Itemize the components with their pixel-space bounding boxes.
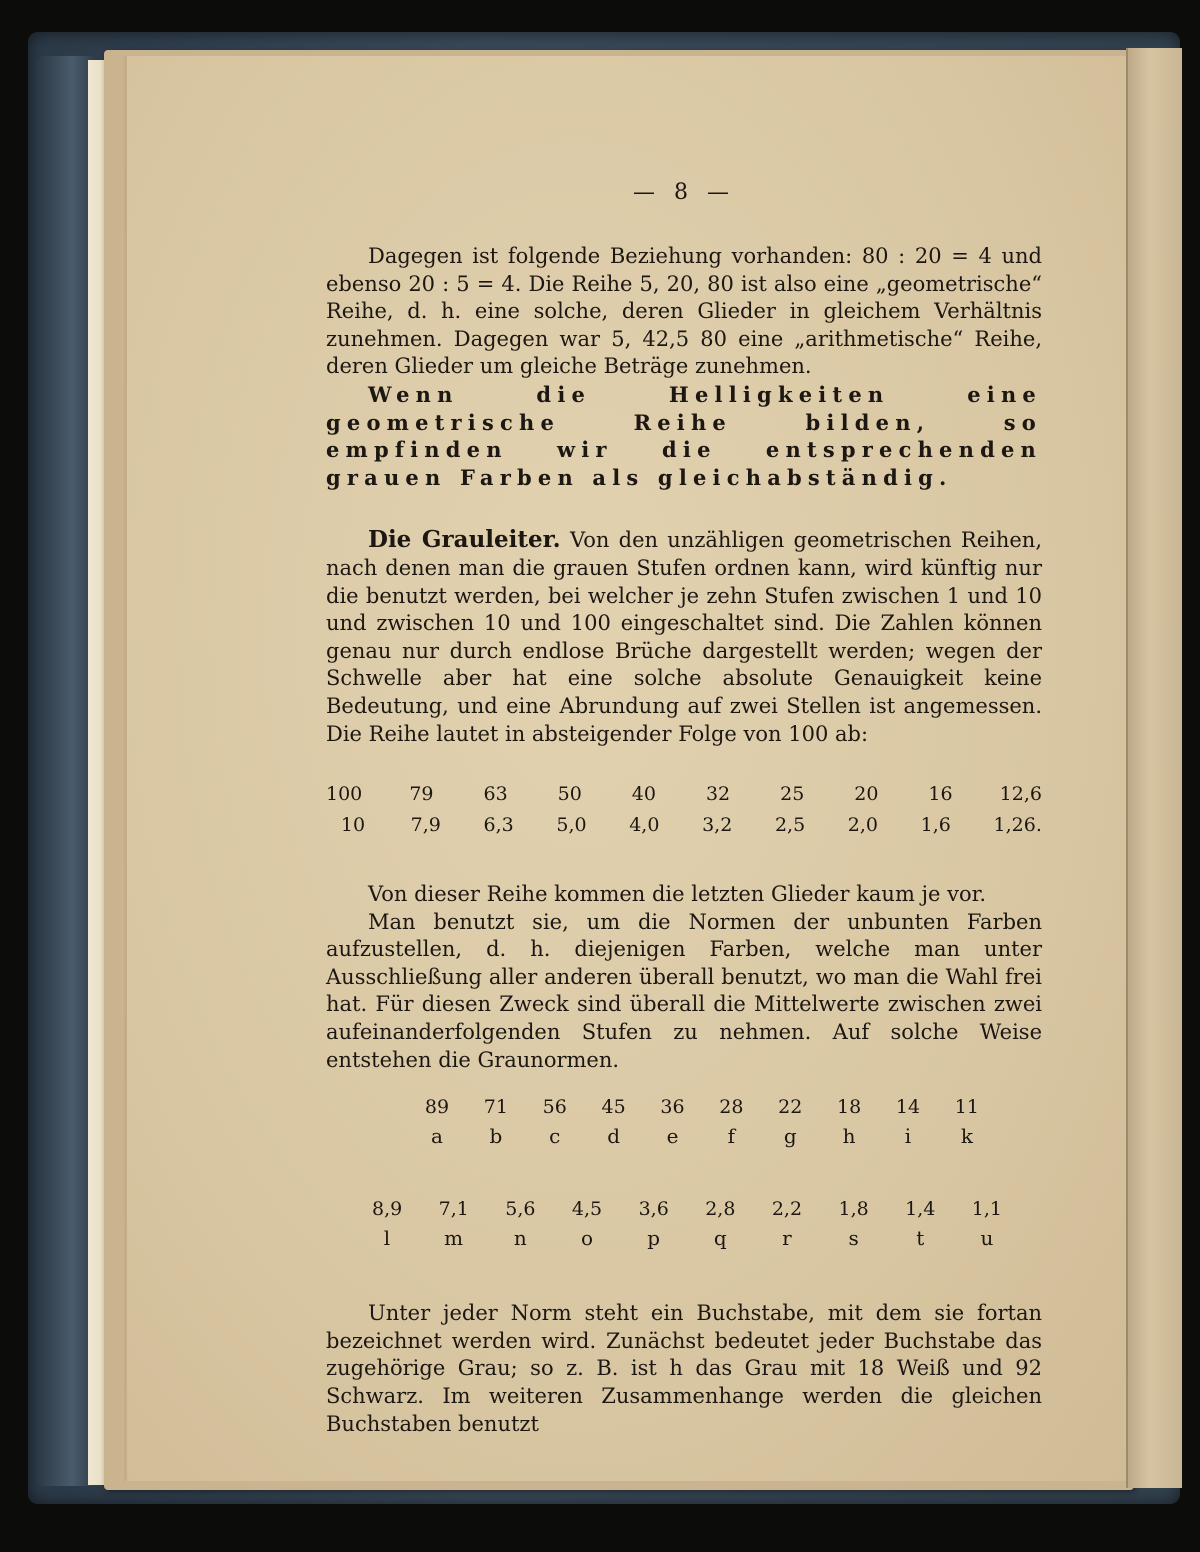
norm-value: 2,2 (771, 1198, 803, 1221)
section-gap (326, 491, 1042, 526)
series-row-lower (326, 814, 1042, 845)
series-value: 20 (854, 783, 879, 806)
norm-value: 2,8 (705, 1198, 736, 1221)
gray-series-table (326, 783, 1042, 845)
norm-value: 1,8 (838, 1198, 869, 1221)
norm-letter: f (727, 1124, 736, 1149)
norm-letter: b (489, 1124, 503, 1149)
paragraph-grauleiter (326, 526, 1042, 748)
norm-letter: n (513, 1226, 527, 1251)
series-value: 40 (631, 783, 656, 806)
norm-value: 71 (483, 1096, 508, 1119)
norm-letter: m (444, 1226, 464, 1251)
paragraph-norms: Man benutzt sie, um die Normen der unbunten Farben aufzustellen, d. h. diejenigen Farben, welche man unter Ausschließung aller anderen überall benutzt, wo man die Wahl frei hat. Für diesen Zweck sind überall die Mittelwerte zwischen zwei aufeinanderfolgenden Stufen zu nehmen. Auf solche Weise entstehen die Graunormen. (326, 909, 1042, 1072)
series-value: 32 (705, 783, 731, 806)
norm-letter: r (782, 1226, 792, 1251)
norm-value: 5,6 (505, 1198, 536, 1221)
gray-norms-table (326, 1096, 1042, 1256)
grauleiter-body: Von den unzähligen geometrischen Reihen, nach denen man die grauen Stufen ordnen kann, wird künftig nur die benutzt werden, bei welcher je zehn Stufen zwischen 1 und 10 und zwischen 10 und 100 eingeschaltet sind. Die Zahlen können genau nur durch endlose Brüche dargestellt werden; wegen der Schwelle aber hat eine solche absolute Genauigkeit keine Bedeutung, und eine Abrundung auf zwei Stellen ist angemessen. Die Reihe lautet in absteigender Folge von 100 ab: (326, 528, 1042, 746)
norm-value: 18 (837, 1096, 862, 1119)
norm-letter: d (607, 1124, 621, 1149)
series-value: 4,0 (629, 814, 660, 837)
norm-letter: s (848, 1226, 859, 1251)
series-value: 3,2 (702, 814, 733, 837)
norm-value: 89 (424, 1096, 450, 1119)
norm-value: 11 (954, 1096, 979, 1119)
norm-value: 1,4 (905, 1198, 936, 1221)
paragraph-last-members: Von dieser Reihe kommen die letzten Glieder kaum je vor. (368, 882, 987, 907)
norm-set-upper (422, 1096, 982, 1154)
norm-letter: g (783, 1124, 797, 1149)
paragraph-geometric-relation: Dagegen ist folgende Beziehung vorhanden: 80 : 20 = 4 und ebenso 20 : 5 = 4. Die Reihe 5, 20, 80 ist also eine „geometrische“ Reihe, d. h. eine solche, deren Glieder in gleichem Verhältnis zunehmen. Dagegen war 5, 42,5 80 eine „arithmetische“ Reihe, deren Glieder um gleiche Beträge zunehmen. (326, 244, 1042, 379)
series-value: 16 (928, 783, 953, 806)
norm-letter: i (904, 1124, 912, 1149)
series-value: 25 (780, 783, 805, 806)
series-value: 10 (340, 814, 366, 837)
norm-value: 8,9 (372, 1198, 403, 1221)
norm-value: 3,6 (638, 1198, 669, 1221)
norm-values-row (372, 1198, 1002, 1226)
series-value: 79 (409, 783, 434, 806)
facing-page-edge (1126, 48, 1182, 1488)
series-value: 2,5 (774, 814, 806, 837)
norm-letter: h (842, 1124, 856, 1149)
paragraph-letter-meaning: Unter jeder Norm steht ein Buchstabe, mit dem sie fortan bezeichnet werden wird. Zunächst bedeutet jeder Buchstabe das zugehörige Grau; so z. B. ist h das Grau mit 18 Weiß und 92 Schwarz. Im weiteren Zusammenhange werden die gleichen Buchstaben benutzt (326, 1301, 1042, 1436)
series-value: 1,6 (920, 814, 951, 837)
norm-letter: t (916, 1226, 925, 1251)
section-heading-grauleiter: Die Grauleiter. (368, 526, 561, 554)
series-value: 6,3 (483, 814, 514, 837)
norm-value: 45 (601, 1096, 626, 1119)
norm-letter: o (580, 1226, 593, 1251)
series-row-upper (326, 783, 1042, 814)
norm-value: 7,1 (438, 1198, 469, 1221)
norm-letter: c (549, 1124, 561, 1149)
paragraph-emphasized-rule: Wenn die Helligkeiten eine geometrische Reihe bilden, so empfinden wir die entsprechenden grauen Farben als gleichabständig. (326, 381, 1042, 490)
norm-value: 22 (778, 1096, 803, 1119)
series-value: 7,9 (410, 814, 441, 837)
norm-value: 56 (542, 1096, 567, 1119)
norm-letters-row (372, 1226, 1002, 1256)
norm-value: 4,5 (571, 1198, 603, 1221)
series-value: 2,0 (847, 814, 879, 837)
norm-value: 36 (660, 1096, 685, 1119)
norm-letter: k (960, 1124, 973, 1149)
page-content (326, 180, 1042, 1438)
norm-letter: u (980, 1226, 994, 1251)
norm-letters-row (422, 1124, 982, 1154)
norm-letter: e (666, 1124, 679, 1149)
series-value: 63 (483, 783, 508, 806)
series-value: 50 (557, 783, 582, 806)
norm-value: 14 (895, 1096, 921, 1119)
norm-letter: a (431, 1124, 443, 1149)
series-value: 100 (326, 783, 363, 806)
norm-set-lower (372, 1198, 1002, 1256)
norm-values-row (422, 1096, 982, 1124)
norm-value: 28 (719, 1096, 744, 1119)
series-value: 1,26. (993, 814, 1042, 837)
series-value: 5,0 (556, 814, 587, 837)
page-number: — 8 — (633, 180, 735, 205)
book-spine-edge (36, 56, 96, 1486)
norm-value: 1,1 (971, 1198, 1002, 1221)
series-value: 12,6 (999, 783, 1042, 806)
norm-letter: q (713, 1226, 727, 1251)
norm-letter: p (647, 1226, 661, 1251)
norm-letter: l (383, 1226, 391, 1251)
